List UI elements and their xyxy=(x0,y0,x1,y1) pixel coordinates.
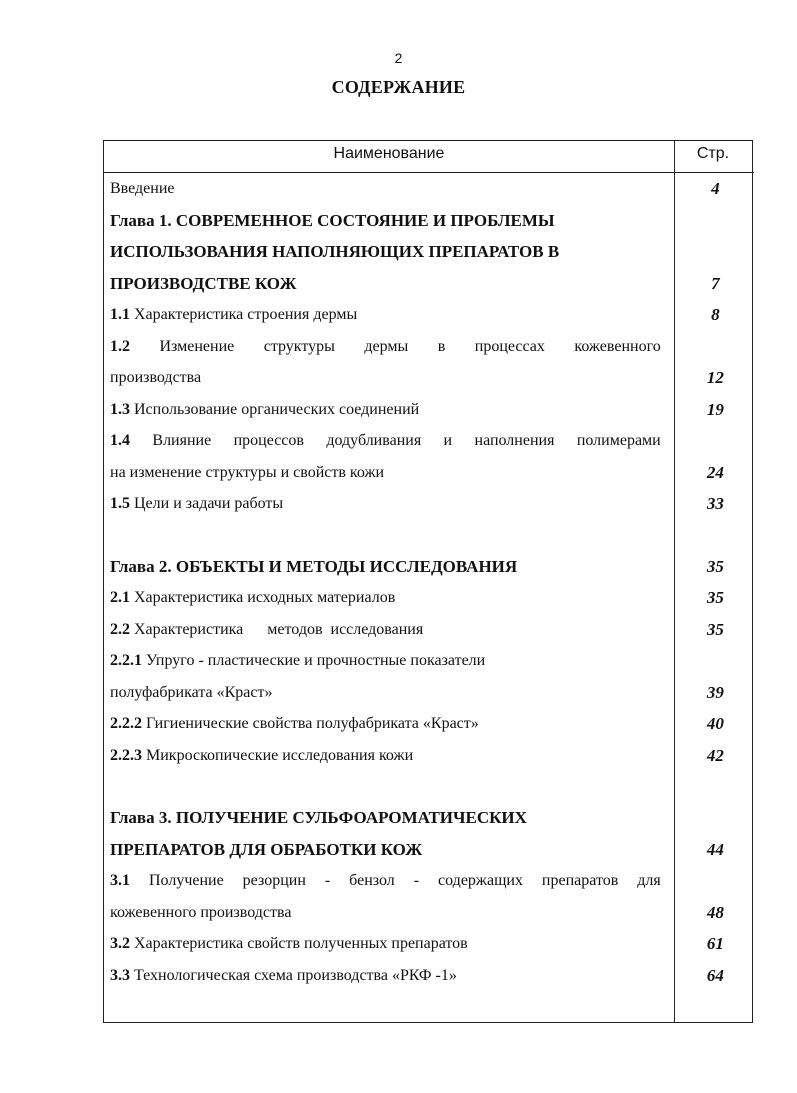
entry-number: 2.1 xyxy=(110,589,130,606)
entry-page: 48 xyxy=(706,902,724,922)
entry-number: 3.3 xyxy=(110,966,130,984)
entry-number: 2.2.3 xyxy=(110,746,142,764)
toc-entry-2-2-2 xyxy=(104,708,754,740)
entry-title: Микроскопические исследования кожи xyxy=(146,746,414,764)
entry-title-line2: кожевенного производства xyxy=(110,903,292,921)
page-title: СОДЕРЖАНИЕ xyxy=(331,77,466,97)
entry-title-line1: Получение резорцин - бензол - содержащих препаратов для xyxy=(148,872,661,889)
toc-entry-3-3 xyxy=(104,960,754,992)
entry-title: Цели и задачи работы xyxy=(134,495,284,512)
entry-title-line1: Глава 1. СОВРЕМЕННОЕ СОСТОЯНИЕ И ПРОБЛЕМЫ xyxy=(110,210,555,230)
entry-title: Введение xyxy=(110,180,175,197)
entry-page: 35 xyxy=(706,556,724,576)
contents-table xyxy=(103,140,753,1023)
entry-page: 8 xyxy=(711,305,720,324)
header-page: Стр. xyxy=(696,145,730,162)
entry-title: Технологическая схема производства «РКФ -1» xyxy=(134,966,457,984)
row-spacer xyxy=(104,771,754,802)
entry-page: 19 xyxy=(706,399,724,419)
entry-title-line2: на изменение структуры и свойств кожи xyxy=(110,463,385,481)
entry-number: 3.1 xyxy=(110,872,130,889)
entry-page: 35 xyxy=(706,619,724,639)
toc-entry-2-2-1 xyxy=(104,645,754,708)
entry-page: 64 xyxy=(706,965,724,985)
entry-number: 1.5 xyxy=(110,495,130,512)
entry-title: Характеристика методов исследования xyxy=(134,620,424,638)
entry-title-line1: Влияние процессов додубливания и наполнения полимерами xyxy=(152,432,661,449)
entry-title-line1: Упруго - пластические и прочностные показатели xyxy=(146,652,486,669)
entry-title-line2: производства xyxy=(110,369,202,386)
toc-chapter-2 xyxy=(104,551,754,583)
row-spacer xyxy=(104,520,754,551)
entry-title-line1: Глава 3. ПОЛУЧЕНИЕ СУЛЬФОАРОМАТИЧЕСКИХ xyxy=(110,808,527,827)
toc-entry-1-2 xyxy=(104,331,754,394)
entry-number: 1.1 xyxy=(110,306,130,323)
toc-rows xyxy=(104,173,754,991)
entry-title-line2: ПРЕПАРАТОВ ДЛЯ ОБРАБОТКИ КОЖ xyxy=(110,839,423,859)
entry-title: Характеристика свойств полученных препаратов xyxy=(134,935,468,952)
entry-number: 1.4 xyxy=(110,432,130,449)
entry-page: 4 xyxy=(711,179,720,198)
toc-entry-1-5 xyxy=(104,488,754,520)
entry-page: 40 xyxy=(706,714,724,733)
entry-number: 1.3 xyxy=(110,400,130,418)
toc-entry-2-1 xyxy=(104,582,754,614)
entry-number: 3.2 xyxy=(110,935,130,952)
entry-page: 33 xyxy=(706,494,724,513)
toc-entry-2-2-3 xyxy=(104,740,754,772)
entry-title: Глава 2. ОБЪЕКТЫ И МЕТОДЫ ИССЛЕДОВАНИЯ xyxy=(110,556,518,576)
entry-number: 2.2.1 xyxy=(110,652,142,669)
header-name: Наименование xyxy=(333,145,445,162)
entry-page: 35 xyxy=(706,588,724,607)
entry-title-line3: ПРОИЗВОДСТВЕ КОЖ xyxy=(110,273,297,293)
entry-page: 24 xyxy=(706,462,724,482)
entry-page: 39 xyxy=(706,682,724,702)
toc-entry-intro xyxy=(104,173,754,205)
entry-title: Характеристика строения дермы xyxy=(134,306,358,323)
table-header xyxy=(104,141,754,173)
entry-title: Гигиенические свойства полуфабриката «Краст» xyxy=(146,715,479,732)
toc-entry-1-4 xyxy=(104,425,754,488)
entry-title-line1: Изменение структуры дермы в процессах кожевенного xyxy=(159,337,661,355)
entry-title: Характеристика исходных материалов xyxy=(134,589,396,606)
entry-number: 1.2 xyxy=(110,337,130,355)
entry-number: 2.2.2 xyxy=(110,715,142,732)
entry-page: 44 xyxy=(706,839,724,859)
entry-page: 7 xyxy=(711,273,720,293)
page-number: 2 xyxy=(394,50,403,66)
toc-entry-1-1 xyxy=(104,299,754,331)
toc-entry-3-2 xyxy=(104,928,754,960)
entry-number: 2.2 xyxy=(110,620,130,638)
toc-entry-2-2 xyxy=(104,614,754,646)
entry-title-line2: полуфабриката «Краст» xyxy=(110,683,273,701)
entry-page: 42 xyxy=(706,745,724,765)
entry-page: 12 xyxy=(706,368,724,387)
toc-entry-1-3 xyxy=(104,394,754,426)
entry-title: Использование органических соединений xyxy=(134,400,420,418)
toc-entry-3-1 xyxy=(104,865,754,928)
entry-page: 61 xyxy=(706,934,724,953)
toc-chapter-1 xyxy=(104,205,754,300)
entry-title-line2: ИСПОЛЬЗОВАНИЯ НАПОЛНЯЮЩИХ ПРЕПАРАТОВ В xyxy=(110,242,560,261)
toc-chapter-3 xyxy=(104,802,754,865)
